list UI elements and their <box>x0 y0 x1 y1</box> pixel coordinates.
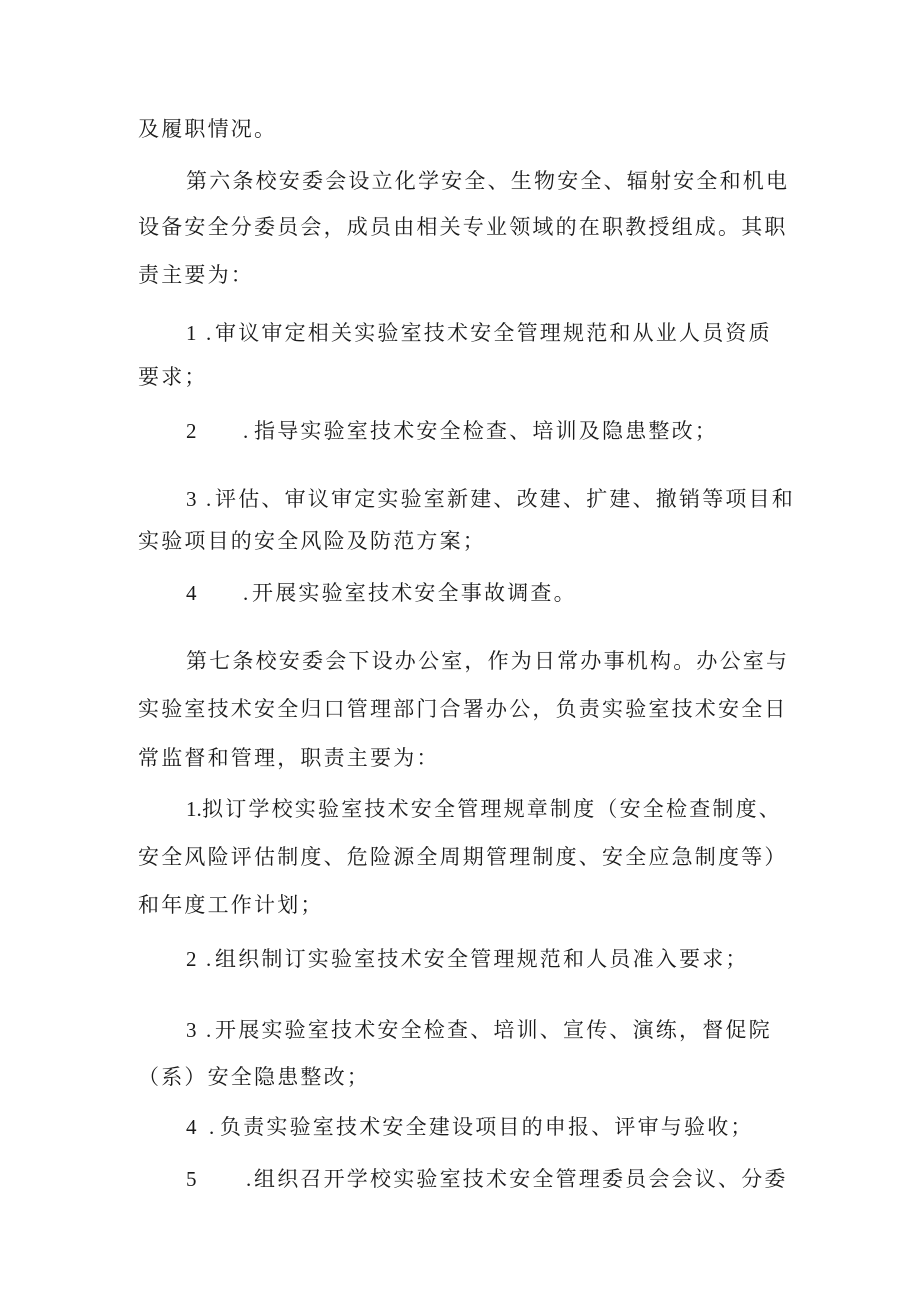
list-dot: . <box>243 581 249 605</box>
text-line: 组织召开学校实验室技术安全管理委员会会议、分委 <box>254 1167 788 1191</box>
text-line: 评估、审议审定实验室新建、改建、扩建、撤销等项目和 <box>215 487 795 511</box>
text-line: 开展实验室技术安全事故调查。 <box>252 581 577 605</box>
list-number: 4 <box>186 581 197 605</box>
list-dot: . <box>209 1115 215 1139</box>
text-line: 责主要为： <box>138 263 254 287</box>
list-number: 4 <box>186 1115 197 1139</box>
text-line: 设备安全分委员会，成员由相关专业领域的在职教授组成。其职 <box>138 215 788 239</box>
text-line: 实验项目的安全风险及防范方案； <box>138 529 486 553</box>
list-dot: . <box>246 1167 252 1191</box>
list-number: 3 <box>186 487 197 511</box>
list-number: 5 <box>186 1167 197 1191</box>
text-line: 及履职情况。 <box>138 117 278 141</box>
text-line: 安全风险评估制度、危险源全周期管理制度、安全应急制度等） <box>138 845 788 869</box>
list-dot: . <box>206 487 212 511</box>
list-number: 1. <box>186 797 202 821</box>
list-dot: . <box>206 947 212 971</box>
text-line: （系）安全隐患整改； <box>138 1065 370 1089</box>
list-dot: . <box>206 321 212 345</box>
text-line: 要求； <box>138 365 208 389</box>
text-line: 常监督和管理，职责主要为： <box>138 746 440 770</box>
text-line: 开展实验室技术安全检查、培训、宣传、演练，督促院 <box>215 1018 772 1042</box>
text-line: 组织制订实验室技术安全管理规范和人员准入要求； <box>215 947 749 971</box>
text-line: 第七条校安委会下设办公室，作为日常办事机构。办公室与 <box>186 649 790 673</box>
text-line: 负责实验室技术安全建设项目的申报、评审与验收； <box>220 1115 754 1139</box>
text-line: 实验室技术安全归口管理部门合署办公，负责实验室技术安全日 <box>138 697 788 721</box>
text-line: 审议审定相关实验室技术安全管理规范和从业人员资质 <box>215 321 772 345</box>
text-line: 拟订学校实验室技术安全管理规章制度（安全检查制度、 <box>202 797 782 821</box>
list-number: 1 <box>186 321 197 345</box>
list-number: 2 <box>186 419 197 443</box>
list-dot: . <box>243 419 249 443</box>
list-dot: . <box>206 1018 212 1042</box>
list-number: 2 <box>186 947 197 971</box>
text-line: 和年度工作计划； <box>138 893 324 917</box>
text-line: 指导实验室技术安全检查、培训及隐患整改； <box>254 419 718 443</box>
list-number: 3 <box>186 1018 197 1042</box>
text-line: 第六条校安委会设立化学安全、生物安全、辐射安全和机电 <box>186 169 790 193</box>
